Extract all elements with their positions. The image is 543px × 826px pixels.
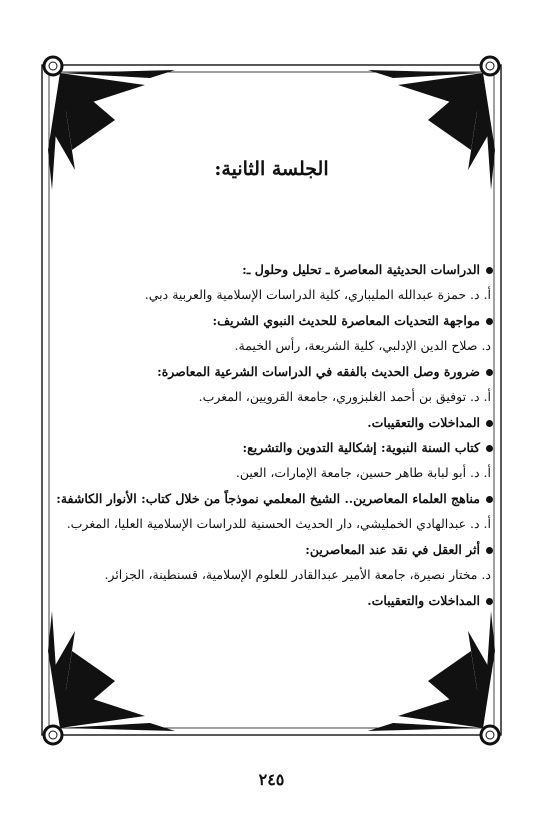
speaker-line: أ. د. عبدالهادي الخمليشي، دار الحديث الحسنية للدراسات الإسلامية العليا، المغرب. — [66, 516, 491, 531]
session-agenda — [48, 262, 493, 618]
speaker-line: أ. د. أبو لبابة طاهر حسين، جامعة الإمارات، العين. — [235, 465, 491, 480]
agenda-topic — [48, 364, 493, 380]
bullet-icon — [486, 598, 493, 605]
agenda-item — [48, 440, 493, 481]
session-title: الجلسة الثانية: — [214, 158, 329, 180]
topic-text: الدراسات الحديثية المعاصرة ـ تحليل وحلول ـ: — [242, 262, 480, 277]
agenda-item — [48, 415, 493, 431]
page-number: ٢٤٥ — [258, 770, 285, 789]
bullet-icon — [486, 420, 493, 427]
agenda-item — [48, 313, 493, 354]
agenda-item — [48, 491, 493, 532]
agenda-item — [48, 542, 493, 583]
topic-text: مواجهة التحديات المعاصرة للحديث النبوي الشريف: — [212, 313, 480, 328]
agenda-topic — [48, 491, 493, 507]
speaker-line: أ. د. توفيق بن أحمد الغلبزوري، جامعة القرويين، المغرب. — [198, 389, 491, 404]
speaker-line: أ. د. حمزة عبدالله المليباري، كلية الدراسات الإسلامية والعربية دبي. — [144, 287, 491, 302]
agenda-item — [48, 593, 493, 609]
topic-text: المداخلات والتعقيبات. — [367, 593, 480, 608]
bullet-icon — [486, 267, 493, 274]
speaker-line: د. مختار نصيرة، جامعة الأمير عبدالقادر للعلوم الإسلامية، قسنطينة، الجزائر. — [104, 567, 491, 582]
topic-text: أثر العقل في نقد عند المعاصرين: — [305, 542, 480, 557]
bullet-icon — [486, 547, 493, 554]
agenda-topic — [48, 262, 493, 278]
bullet-icon — [486, 369, 493, 376]
bullet-icon — [486, 496, 493, 503]
topic-text: مناهج العلماء المعاصرين.. الشيخ المعلمي نموذجاً من خلال كتاب: الأنوار الكاشفة: — [56, 491, 480, 506]
bullet-icon — [486, 445, 493, 452]
agenda-topic — [48, 440, 493, 456]
topic-text: كتاب السنة النبوية: إشكالية التدوين والتشريع: — [242, 440, 480, 455]
corner-ornament-bottom-left — [44, 611, 175, 744]
topic-text: ضرورة وصل الحديث بالفقه في الدراسات الشرعية المعاصرة: — [157, 364, 480, 379]
agenda-topic — [48, 415, 493, 431]
agenda-topic — [48, 593, 493, 609]
speaker-line: د. صلاح الدين الإدلبي، كلية الشريعة، رأس الخيمة. — [234, 338, 491, 353]
agenda-item — [48, 364, 493, 405]
agenda-topic — [48, 313, 493, 329]
corner-ornament-bottom-right — [368, 611, 499, 744]
agenda-item — [48, 262, 493, 303]
topic-text: المداخلات والتعقيبات. — [367, 415, 480, 430]
agenda-topic — [48, 542, 493, 558]
bullet-icon — [486, 318, 493, 325]
